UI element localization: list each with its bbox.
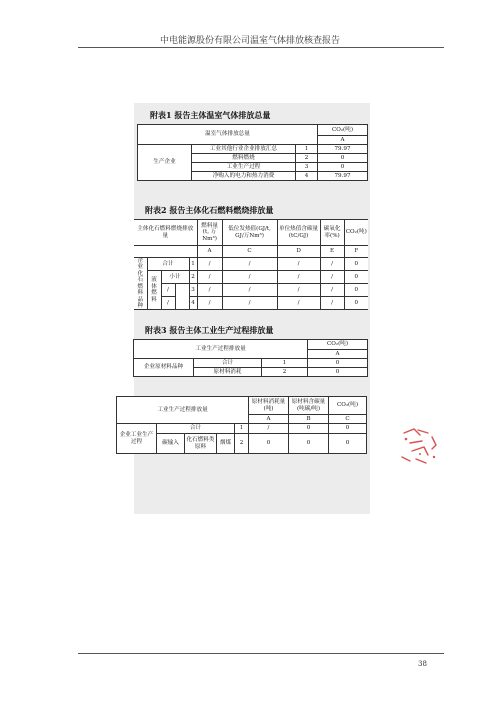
table2-header: 低位发热值(GJ/t, GJ/万Nm³)	[222, 220, 277, 246]
table3-row-value: 0	[308, 359, 368, 368]
table2-cell: /	[222, 258, 277, 271]
table3-unit: CO₂(吨)	[308, 340, 368, 350]
table3-row-label: 合计	[194, 359, 262, 368]
table2-cell: /	[277, 284, 320, 297]
table3-head-label: 工业生产过程排放量	[134, 340, 308, 359]
seal-stamp-icon	[398, 427, 442, 467]
table2-header: CO₂(吨)	[344, 220, 368, 246]
table4-header: 原材料含碳量(吨碳/吨)	[289, 397, 329, 415]
table3-row-label: 原材料消耗	[194, 368, 262, 377]
table2-code: D	[277, 246, 320, 258]
table2	[134, 219, 368, 310]
table3-caption: 附表3 报告主体工业生产过程排放量	[145, 325, 274, 335]
table2-head-label: 主体化石燃料燃烧排放量	[134, 220, 197, 246]
table1-row-num: 1	[296, 145, 318, 154]
table2-cell: /	[320, 297, 344, 310]
table4-cell: 0	[249, 434, 289, 454]
table2-row-num: 1	[189, 258, 197, 271]
table4-code: B	[289, 415, 329, 424]
table2-side-label: 企业化石燃料品种	[134, 258, 147, 310]
table4-code: C	[329, 415, 367, 424]
table2-cell: /	[222, 297, 277, 310]
table4-header: CO₂(吨)	[329, 397, 367, 415]
table2-row-fuel: /	[161, 284, 175, 297]
table2-cell: 0	[344, 258, 368, 271]
page-header: 中电能源股份有限公司温室气体排放核查报告	[159, 36, 340, 46]
table4-cell: 0	[329, 434, 367, 454]
table4-cell: 0	[329, 424, 367, 434]
table2-row-num: 2	[189, 271, 197, 284]
table3	[133, 339, 368, 377]
table2-subtotal-label: 小计	[161, 271, 189, 284]
table1-unit: CO₂(吨)	[318, 125, 368, 136]
table4-total-label: 合计	[157, 424, 235, 434]
table4-head-label: 工业生产过程排放量	[117, 397, 249, 424]
table4-row-num: 1	[235, 424, 249, 434]
table4-coal: 烟煤	[217, 434, 235, 454]
table2-row-num: 4	[189, 297, 197, 310]
table2-total-label: 合计	[147, 258, 189, 271]
table3-group-label: 企业原材料品种	[134, 359, 194, 377]
table1-caption: 附表1 报告主体温室气体排放总量	[150, 110, 271, 120]
table2-cell: /	[197, 258, 222, 271]
table3-row-num: 2	[262, 368, 308, 377]
table2-cell: /	[222, 271, 277, 284]
table2-code: A	[197, 246, 222, 258]
table3-col-code: A	[308, 350, 368, 359]
table4-cell: /	[249, 424, 289, 434]
table1-row-num: 2	[296, 154, 318, 163]
table3-row-value: 0	[308, 368, 368, 377]
table2-header: 单位热值含碳量(tC/GJ)	[277, 220, 320, 246]
page-number: 38	[418, 660, 427, 668]
table2-cell: /	[277, 271, 320, 284]
table2-cell: /	[277, 258, 320, 271]
table2-cell: /	[197, 297, 222, 310]
table2-liquid-label: 液体燃料	[147, 271, 161, 310]
table1-row-label: 工业生产过程	[192, 163, 296, 172]
table4	[116, 396, 367, 454]
table1-row-num: 4	[296, 172, 318, 181]
table4-group-label: 企业工业生产过程	[117, 424, 157, 454]
table2-code: C	[222, 246, 277, 258]
table1	[137, 124, 368, 181]
table2-cell: /	[320, 271, 344, 284]
table4-row-num: 2	[235, 434, 249, 454]
table2-header: 燃料量(t, 万Nm³)	[197, 220, 222, 246]
table1-group-label: 生产企业	[138, 145, 192, 181]
table2-cell: /	[197, 271, 222, 284]
table2-cell: 0	[344, 284, 368, 297]
table2-cell: /	[320, 284, 344, 297]
table2-row-fuel: /	[161, 297, 175, 310]
table2-cell: /	[320, 258, 344, 271]
table1-row-value: 0	[318, 163, 368, 172]
table4-carbon-in: 碳输入	[157, 434, 185, 454]
header-rule	[78, 47, 444, 48]
table4-cell: 0	[289, 434, 329, 454]
table1-row-label: 工业其他行业企业排放汇总	[192, 145, 296, 154]
table1-row-value: 79.97	[318, 145, 368, 154]
table2-header: 碳氧化率(%)	[320, 220, 344, 246]
table1-row-value: 0	[318, 154, 368, 163]
table2-code-spacer	[134, 246, 197, 258]
table4-header: 原材料消耗量(吨)	[249, 397, 289, 415]
table1-head-label: 温室气体排放总量	[138, 125, 318, 145]
table2-code: F	[344, 246, 368, 258]
table1-row-num: 3	[296, 163, 318, 172]
table2-cell: 0	[344, 297, 368, 310]
table2-row-num: 3	[189, 284, 197, 297]
table2-code: E	[320, 246, 344, 258]
footer-rule	[78, 653, 444, 654]
table1-row-value: 79.97	[318, 172, 368, 181]
table2-cell: /	[222, 284, 277, 297]
table3-row-num: 1	[262, 359, 308, 368]
table1-row-label: 燃料燃烧	[192, 154, 296, 163]
table2-cell: /	[197, 284, 222, 297]
table2-blank-cell	[175, 284, 189, 310]
table2-cell: 0	[344, 271, 368, 284]
table4-cell: 0	[289, 424, 329, 434]
table2-cell: /	[277, 297, 320, 310]
table4-fossil-label: 化石燃料类原料	[185, 434, 217, 454]
table1-col-code: A	[318, 136, 368, 145]
table1-row-label: 净购入的电力和热力消费	[192, 172, 296, 181]
table4-code: A	[249, 415, 289, 424]
table2-caption: 附表2 报告主体化石燃料燃烧排放量	[145, 205, 274, 215]
